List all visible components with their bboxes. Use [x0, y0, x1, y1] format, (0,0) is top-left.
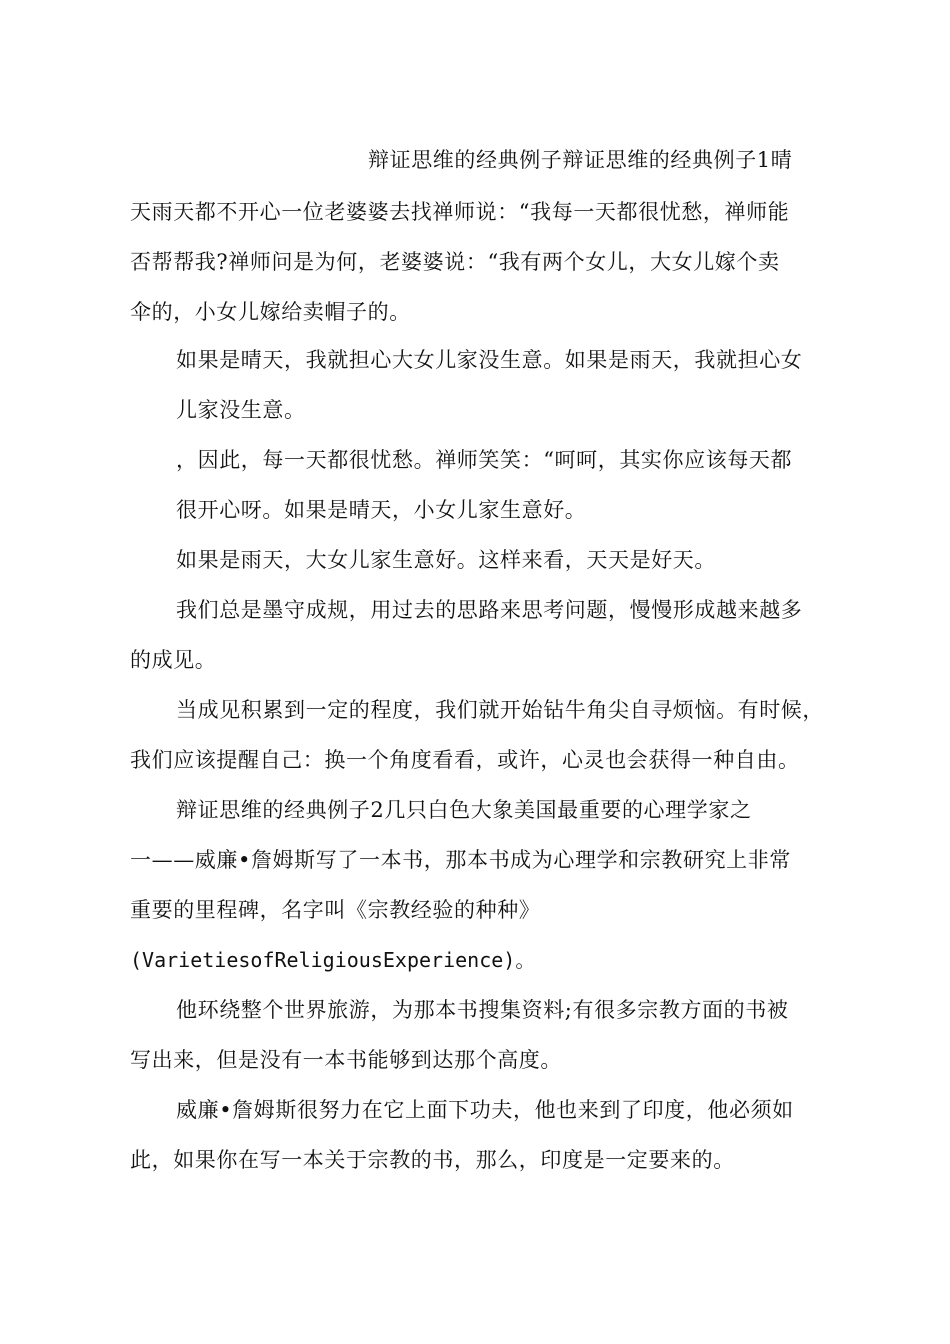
text-line: 当成见积累到一定的程度，我们就开始钻牛角尖自寻烦恼。有时候， — [176, 698, 824, 722]
text-line: 我们应该提醒自己：换一个角度看看，或许，心灵也会获得一种自由。 — [130, 748, 800, 772]
text-line: 一——威廉•詹姆斯写了一本书，那本书成为心理学和宗教研究上非常 — [130, 848, 791, 872]
text-line: 儿家没生意。 — [176, 398, 306, 422]
text-line: 写出来，但是没有一本书能够到达那个高度。 — [130, 1048, 562, 1072]
text-line: 此，如果你在写一本关于宗教的书，那么，印度是一定要来的。 — [130, 1148, 735, 1172]
text-line: 辩证思维的经典例子2几只白色大象美国最重要的心理学家之 — [176, 798, 752, 822]
text-line: 伞的，小女儿嫁给卖帽子的。 — [130, 300, 411, 324]
text-line: 天雨天都不开心一位老婆婆去找禅师说：“我每一天都很忧愁，禅师能 — [130, 200, 790, 224]
text-line: 否帮帮我?禅师问是为何，老婆婆说：“我有两个女儿，大女儿嫁个卖 — [130, 250, 780, 274]
text-line: 很开心呀。如果是晴天，小女儿家生意好。 — [176, 498, 587, 522]
text-line: 如果是雨天，大女儿家生意好。这样来看，天天是好天。 — [176, 548, 716, 572]
text-line: 他环绕整个世界旅游，为那本书搜集资料;有很多宗教方面的书被 — [176, 998, 789, 1022]
text-line: 的成见。 — [130, 648, 217, 672]
text-line: 威廉•詹姆斯很努力在它上面下功夫，他也来到了印度，他必须如 — [176, 1098, 794, 1122]
text-line-english-title: (VarietiesofReligiousExperience)。 — [130, 948, 536, 972]
text-line: 如果是晴天，我就担心大女儿家没生意。如果是雨天，我就担心女 — [176, 348, 803, 372]
text-line-title: 辩证思维的经典例子辩证思维的经典例子1晴 — [368, 148, 793, 172]
text-line: ，因此，每一天都很忧愁。禅师笑笑：“呵呵，其实你应该每天都 — [176, 448, 793, 472]
text-line: 重要的里程碑，名字叫《宗教经验的种种》 — [130, 898, 541, 922]
text-line: 我们总是墨守成规，用过去的思路来思考问题，慢慢形成越来越多 — [176, 598, 803, 622]
